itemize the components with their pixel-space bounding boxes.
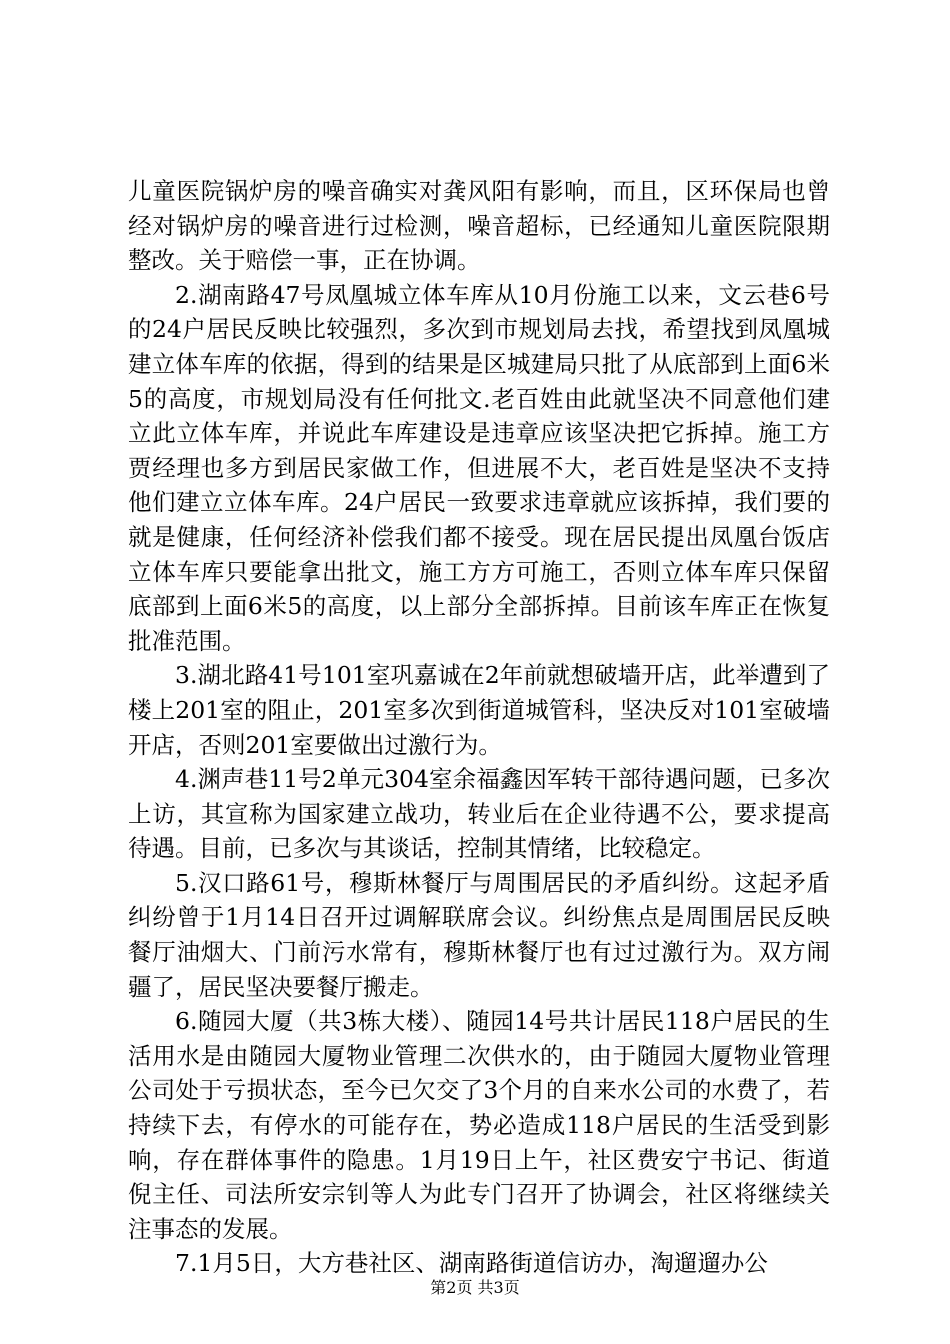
paragraph-item-2: 2.湖南路47号凤凰城立体车库从10月份施工以来，文云巷6号的24户居民反映比较强烈，多次到市规划局去找，希望找到凤凰城建立体车库的依据，得到的结果是区城建局只批了从底部到上面6米5的高度，市规划局没有任何批文.老百姓由此就坚决不同意他们建立此立体车库，并说此车库建设是违章应该坚决把它拆掉。施工方贾经理也多方到居民家做工作，但进展不大，老百姓是坚决不支持他们建立立体车库。24户居民一致要求违章就应该拆掉，我们要的就是健康，任何经济补偿我们都不接受。现在居民提出凤凰台饭店立体车库只要能拿出批文，施工方方可施工，否则立体车库只保留底部到上面6米5的高度，以上部分全部拆掉。目前该车库正在恢复批准范围。: [128, 280, 830, 655]
paragraph-item-3: 3.湖北路41号101室巩嘉诚在2年前就想破墙开店，此举遭到了楼上201室的阻止，201室多次到街道城管科，坚决反对101室破墙开店，否则201室要做出过激行为。: [128, 661, 830, 759]
paragraph-item-7: 7.1月5日，大方巷社区、湖南路街道信访办，淘遛遛办公: [175, 1249, 768, 1278]
paragraph-item-6: 6.随园大厦（共3栋大楼）、随园14号共计居民118户居民的生活用水是由随园大厦物业管理二次供水的，由于随园大厦物业管理公司处于亏损状态，至今已欠交了3个月的自来水公司的水费了，若持续下去，有停水的可能存在，势必造成118户居民的生活受到影响，存在群体事件的隐患。1月19日上午，社区费安宁书记、街道倪主任、司法所安宗钊等人为此专门召开了协调会，社区将继续关注事态的发展。: [128, 1007, 830, 1243]
document-body: [128, 174, 830, 1281]
paragraph-item-4: 4.渊声巷11号2单元304室余福鑫因军转干部待遇问题，已多次上访，其宣称为国家建立战功，转业后在企业待遇不公，要求提高待遇。目前，已多次与其谈话，控制其情绪，比较稳定。: [128, 765, 830, 863]
paragraph-continued: 儿童医院锅炉房的噪音确实对龚风阳有影响，而且，区环保局也曾经对锅炉房的噪音进行过检测，噪音超标，已经通知儿童医院限期整改。关于赔偿一事，正在协调。: [128, 177, 830, 275]
paragraph-item-5: 5.汉口路61号，穆斯林餐厅与周围居民的矛盾纠纷。这起矛盾纠纷曾于1月14日召开过调解联席会议。纠纷焦点是周围居民反映餐厅油烟大、门前污水常有，穆斯林餐厅也有过过激行为。双方闹疆了，居民坚决要餐厅搬走。: [128, 868, 830, 1001]
page-number-footer: 第2页 共3页: [430, 1278, 520, 1297]
